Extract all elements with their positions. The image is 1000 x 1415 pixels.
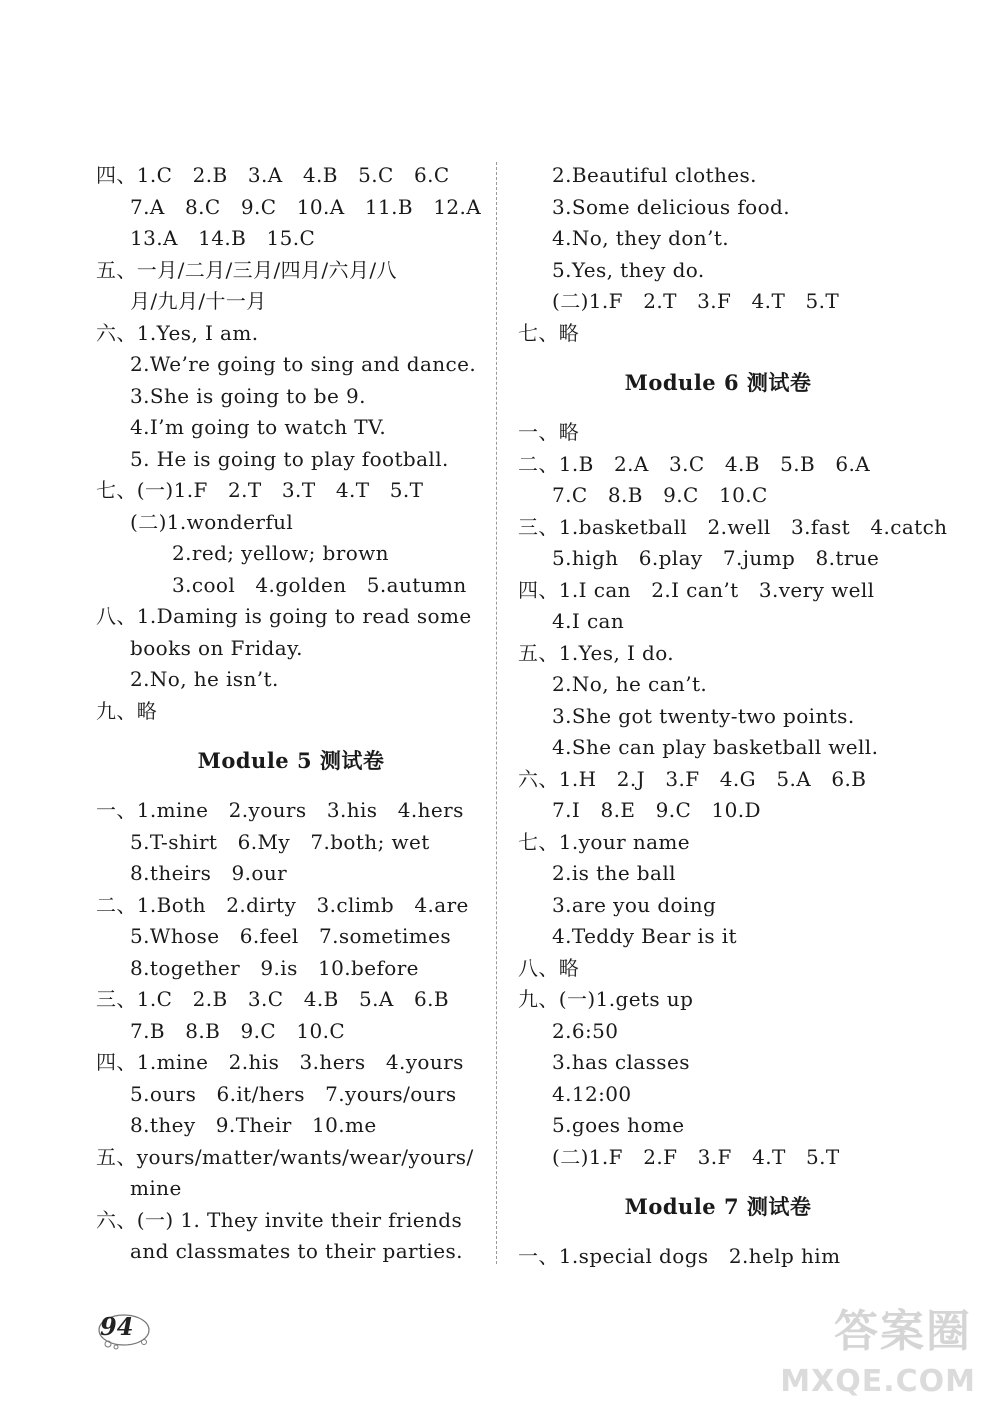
answer-line: (二)1.wonderful [130, 509, 294, 534]
answer-line: 2.red; yellow; brown [172, 541, 389, 565]
answer-line: 九、(一)1.gets up [518, 987, 694, 1011]
answer-line: 5.ours 6.it/hers 7.yours/ours [130, 1081, 457, 1106]
answer-line: 2.No, he isn’t. [130, 667, 279, 691]
answer-line: 5.high 6.play 7.jump 8.true [552, 546, 880, 570]
answer-line: 8.together 9.is 10.before [130, 955, 419, 980]
answer-line: books on Friday. [130, 635, 303, 660]
module5-lines [96, 795, 486, 1268]
answer-line: 3.cool 4.golden 5.autumn [172, 572, 467, 597]
answer-line: 13.A 14.B 15.C [130, 226, 316, 250]
answer-line: 3.has classes [552, 1050, 690, 1074]
watermark-url: MXQE.COM [780, 1364, 976, 1399]
answer-line: 四、1.C 2.B 3.A 4.B 5.C 6.C [96, 163, 450, 187]
answer-line: 3.Some delicious food. [552, 194, 790, 219]
answer-line: 5.T-shirt 6.My 7.both; wet [130, 829, 430, 854]
answer-line: 二、1.B 2.A 3.C 4.B 5.B 6.A [518, 451, 871, 476]
answer-line: 5.goes home [552, 1113, 685, 1137]
answer-line: 5. He is going to play football. [130, 446, 449, 471]
left-column [96, 160, 486, 1268]
module7-lines [518, 1241, 918, 1273]
answer-line: 3.She got twenty-two points. [552, 703, 855, 728]
answer-line: 2.No, he can’t. [552, 672, 708, 696]
answer-line: mine [130, 1176, 182, 1200]
answer-line: 3.are you doing [552, 892, 717, 917]
page-number-badge [96, 1310, 152, 1350]
answer-line: 4.I’m going to watch TV. [130, 415, 387, 439]
answer-line: 七、(一)1.F 2.T 3.T 4.T 5.T [96, 478, 424, 502]
answer-line: 七、略 [518, 320, 580, 345]
answer-line: 4.Teddy Bear is it [552, 924, 737, 948]
watermark [752, 1295, 982, 1405]
answer-line: 三、1.basketball 2.well 3.fast 4.catch [518, 514, 948, 539]
answer-line: 二、1.Both 2.dirty 3.climb 4.are [96, 892, 469, 917]
answer-line: and classmates to their parties. [130, 1239, 463, 1263]
answer-line: (二)1.F 2.F 3.F 4.T 5.T [552, 1144, 840, 1169]
answer-line: 8.they 9.Their 10.me [130, 1113, 377, 1137]
answer-line: 2.We’re going to sing and dance. [130, 352, 477, 376]
right-column [518, 160, 948, 1273]
answer-line: 一、1.special dogs 2.help him [518, 1244, 841, 1268]
answer-line: 九、略 [96, 698, 158, 723]
answer-line: 7.A 8.C 9.C 10.A 11.B 12.A [130, 194, 482, 219]
answer-line: 六、1.Yes, I am. [96, 320, 259, 345]
left-lines [96, 160, 486, 727]
answer-line: 4.12:00 [552, 1081, 632, 1106]
answer-line: 5.Yes, they do. [552, 257, 705, 282]
answer-line: 3.She is going to be 9. [130, 383, 366, 408]
answer-line: 六、(一) 1. They invite their friends [96, 1207, 463, 1232]
answer-line: 一、略 [518, 420, 580, 444]
answer-line: 5.Whose 6.feel 7.sometimes [130, 924, 452, 948]
watermark-cn: 答案圈 [834, 1306, 972, 1357]
module5-heading: Module 5 测试卷 [197, 748, 385, 773]
right-lines [518, 160, 918, 349]
answer-line: 五、yours/matter/wants/wear/yours/ [96, 1144, 474, 1169]
answer-line: 八、1.Daming is going to read some [96, 604, 472, 628]
answer-line: 7.I 8.E 9.C 10.D [552, 798, 761, 822]
answer-line: (二)1.F 2.T 3.F 4.T 5.T [552, 289, 840, 313]
answer-line: 七、1.your name [518, 829, 691, 854]
answer-line: 8.theirs 9.our [130, 861, 288, 885]
answer-line: 4.I can [552, 609, 625, 633]
module6-lines [518, 417, 948, 1173]
column-divider [496, 162, 497, 1264]
answer-line: 4.She can play basketball well. [552, 735, 879, 759]
page-number: 94 [100, 1312, 134, 1341]
answer-line: 六、1.H 2.J 3.F 4.G 5.A 6.B [518, 766, 867, 791]
answer-line: 月/九月/十一月 [130, 289, 267, 313]
module6-heading: Module 6 测试卷 [624, 370, 812, 395]
module7-heading: Module 7 测试卷 [624, 1194, 812, 1219]
answer-line: 四、1.I can 2.I can’t 3.very well [518, 577, 875, 602]
answer-line: 四、1.mine 2.his 3.hers 4.yours [96, 1050, 464, 1074]
answer-line: 2.is the ball [552, 861, 676, 885]
answer-line: 三、1.C 2.B 3.C 4.B 5.A 6.B [96, 987, 449, 1011]
answer-line: 7.C 8.B 9.C 10.C [552, 483, 768, 507]
answer-line: 八、略 [518, 955, 580, 980]
answer-line: 2.Beautiful clothes. [552, 163, 757, 187]
answer-line: 一、1.mine 2.yours 3.his 4.hers [96, 798, 464, 822]
answer-line: 五、1.Yes, I do. [518, 640, 675, 665]
answer-line: 7.B 8.B 9.C 10.C [130, 1018, 346, 1043]
answer-line: 2.6:50 [552, 1018, 619, 1043]
answer-line: 五、一月/二月/三月/四月/六月/八 [96, 257, 397, 282]
answer-line: 4.No, they don’t. [552, 226, 730, 250]
